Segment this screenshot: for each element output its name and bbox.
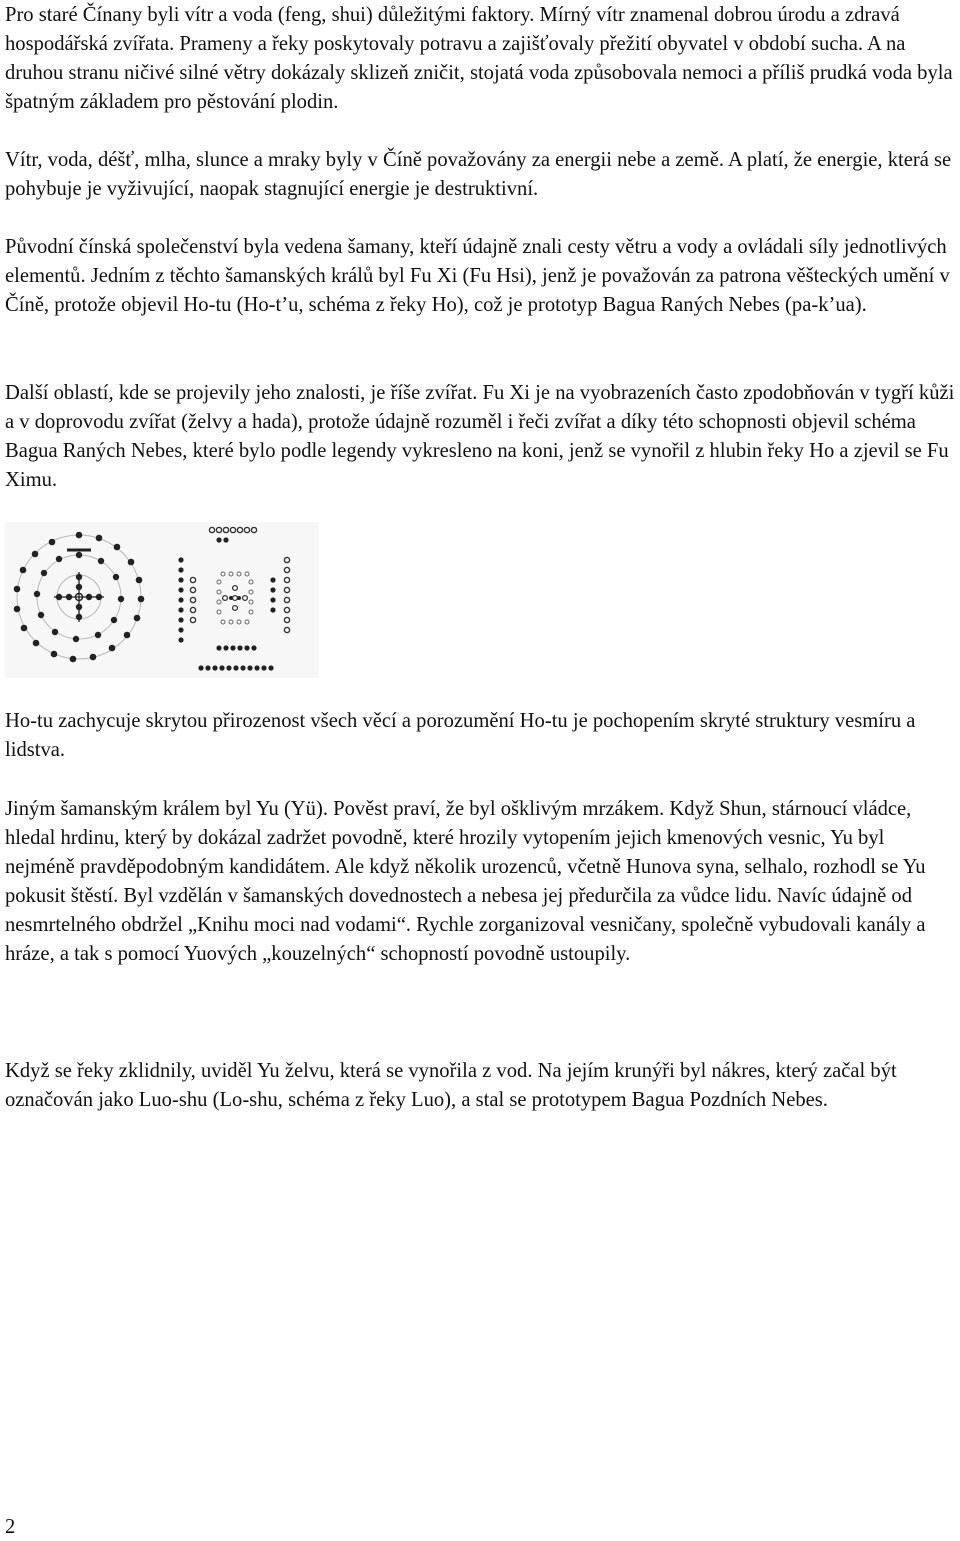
paragraph-yu-shaman-king: Jiným šamanským králem byl Yu (Yü). Pověst praví, že byl ošklivým mrzákem. Když Shun, stárnoucí vládce, hledal hrdinu, který by dokázal zadržet povodně, které hrozily vytopením jejich kmenových vesnic, Yu byl nejméně pravděpodobným kandidátem. Ale když několik urozenců, včetně Hunova syna, selhalo, rozhodl se Yu pokusit štěstí. Byl vzdělán v šamanských dovednostech a nebesa jej předurčila za vůdce lidu. Navíc údajně od nesmrtelného obdržel „Knihu moci nad vodami“. Rychle zorganizoval vesničany, společně vybudovali kanály a hráze, a tak s pomocí Yuových „kouzelných“ schopností povodně ustoupily.	[5, 798, 926, 965]
paragraph-ho-tu-meaning: Ho-tu zachycuje skrytou přirozenost všech věcí a porozumění Ho-tu je pochopením skryté struktury vesmíru a lidstva.	[5, 710, 916, 761]
page-number: 2	[5, 1516, 16, 1538]
paragraph-feng-shui-intro: Pro staré Čínany byli vítr a voda (feng, shui) důležitými faktory. Mírný vítr znamenal dobrou úrodu a zdravá hospodářská zvířata. Prameny a řeky poskytovaly potravu a zajišťovaly přežití obyvatel v období sucha. A na druhou stranu ničivé silné větry dokázaly sklizeň zničit, stojatá voda způsobovala nemoci a příliš prudká voda byla špatným základem pro pěstování plodin.	[5, 4, 953, 113]
paragraph-animal-realm: Další oblastí, kde se projevily jeho znalosti, je říše zvířat. Fu Xi je na vyobrazeních často zpodobňován v tygří kůži a v doprovodu zvířat (želvy a hada), protože údajně rozuměl i řeči zvířat a díky této schopnosti objevil schéma Bagua Raných Nebes, které bylo podle legendy vykresleno na koni, jenž se vynořil z hlubin řeky Ho a zjevil se Fu Ximu.	[5, 382, 955, 491]
paragraph-energy-heaven-earth: Vítr, voda, déšť, mlha, slunce a mraky byly v Číně považovány za energii nebe a země. A platí, že energie, která se pohybuje je vyživující, naopak stagnující energie je destruktivní.	[5, 149, 952, 200]
ho-tu-diagrams-svg	[5, 522, 319, 678]
paragraph-shamans-fu-xi: Původní čínská společenství byla vedena šamany, kteří údajně znali cesty větru a vody a ovládali síly jednotlivých elementů. Jedním z těchto šamanských králů byl Fu Xi (Fu Hsi), jenž je považován za patrona věšteckých umění v Číně, protože objevil Ho-tu (Ho-t’u, schéma z řeky Ho), což je prototyp Bagua Raných Nebes (pa-k’ua).	[5, 236, 950, 316]
paragraph-luo-shu-turtle: Když se řeky zklidnily, uviděl Yu želvu, která se vynořila z vod. Na jejím krunýři byl nákres, který začal být označován jako Luo-shu (Lo-shu, schéma z řeky Luo), a stal se prototypem Bagua Pozdních Nebes.	[5, 1060, 897, 1111]
ho-tu-diagrams-image	[5, 522, 319, 678]
